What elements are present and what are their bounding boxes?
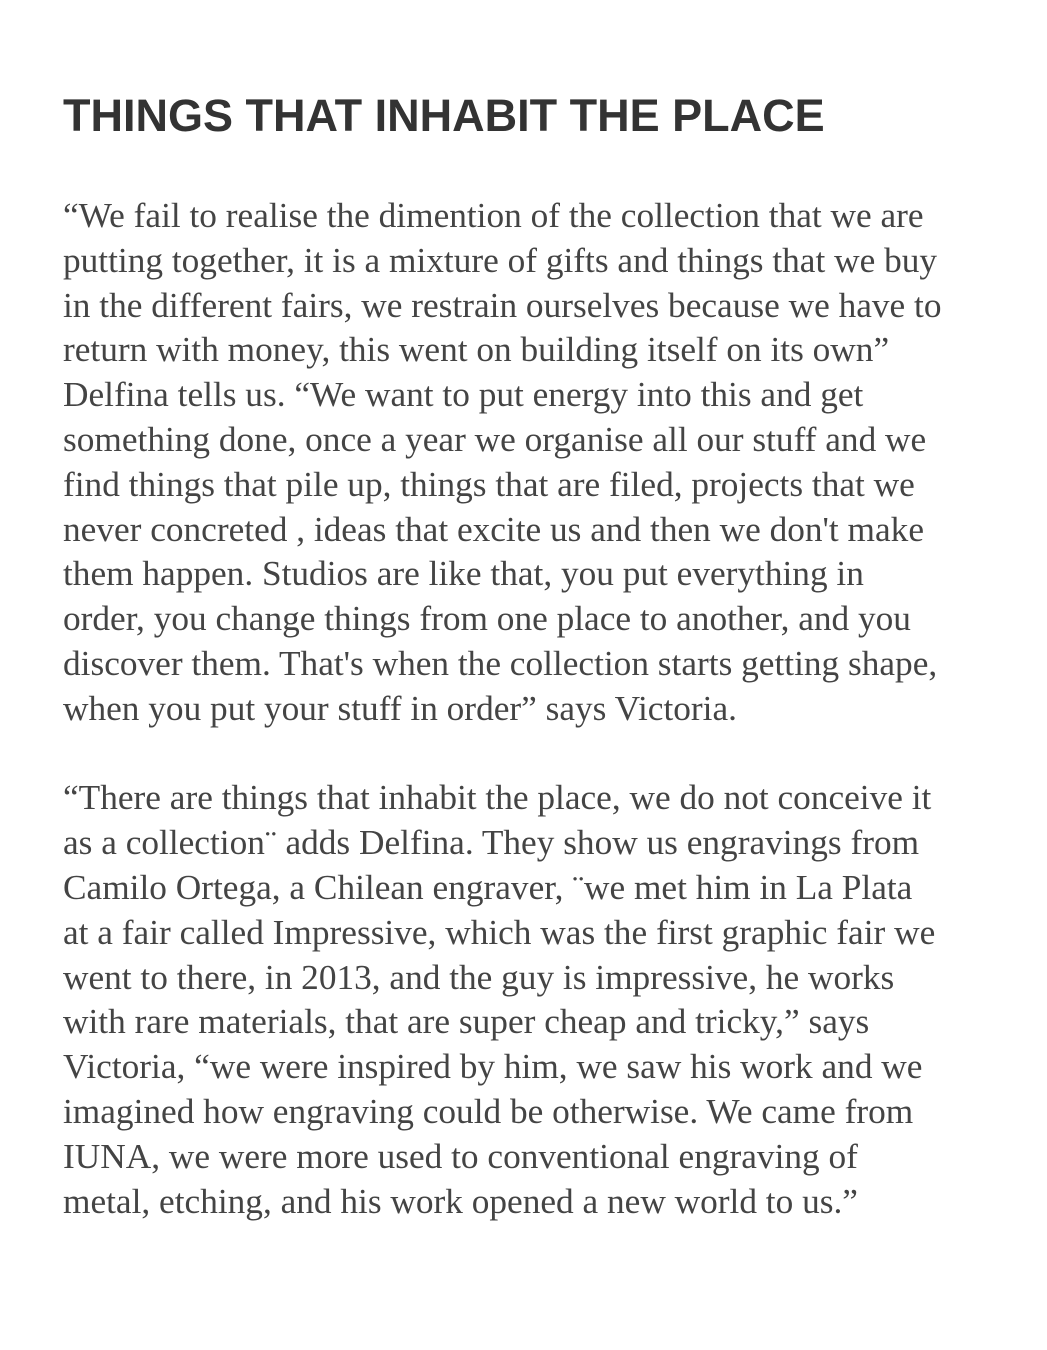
- text-line: imagined how engraving could be otherwise. We came from: [63, 1091, 914, 1131]
- text-line: “There are things that inhabit the place, we do not conceive it: [63, 778, 932, 818]
- article-body: [63, 194, 1013, 1224]
- text-line: Delfina tells us. “We want to put energy into this and get: [63, 375, 864, 415]
- text-line: putting together, it is a mixture of gifts and things that we buy: [63, 240, 938, 280]
- paragraph-1: [63, 194, 1013, 732]
- text-line: return with money, this went on building itself on its own”: [63, 330, 890, 370]
- article-title: THINGS THAT INHABIT THE PLACE: [63, 90, 825, 141]
- text-line: when you put your stuff in order” says Victoria.: [63, 688, 737, 728]
- text-line: in the different fairs, we restrain ourselves because we have to: [63, 285, 942, 325]
- text-line: “We fail to realise the dimention of the collection that we are: [63, 196, 924, 235]
- text-line: went to there, in 2013, and the guy is impressive, he works: [63, 957, 895, 997]
- text-line: discover them. That's when the collection starts getting shape,: [63, 643, 938, 683]
- text-line: them happen. Studios are like that, you put everything in: [63, 554, 864, 594]
- article: [63, 88, 1013, 1224]
- text-line: at a fair called Impressive, which was the first graphic fair we: [63, 912, 936, 952]
- text-line: IUNA, we were more used to conventional engraving of: [63, 1136, 858, 1176]
- text-line: Victoria, “we were inspired by him, we saw his work and we: [63, 1047, 923, 1087]
- text-line: order, you change things from one place to another, and you: [63, 599, 911, 639]
- text-line: as a collection¨ adds Delfina. They show us engravings from: [63, 823, 920, 863]
- text-line: never concreted , ideas that excite us and then we don't make: [63, 509, 924, 549]
- text-line: something done, once a year we organise all our stuff and we: [63, 419, 927, 459]
- paragraph-2: [63, 776, 1013, 1224]
- text-line: Camilo Ortega, a Chilean engraver, ¨we met him in La Plata: [63, 867, 913, 907]
- text-line: metal, etching, and his work opened a new world to us.”: [63, 1181, 858, 1221]
- text-line: with rare materials, that are super cheap and tricky,” says: [63, 1002, 870, 1042]
- text-line: find things that pile up, things that are filed, projects that we: [63, 464, 915, 504]
